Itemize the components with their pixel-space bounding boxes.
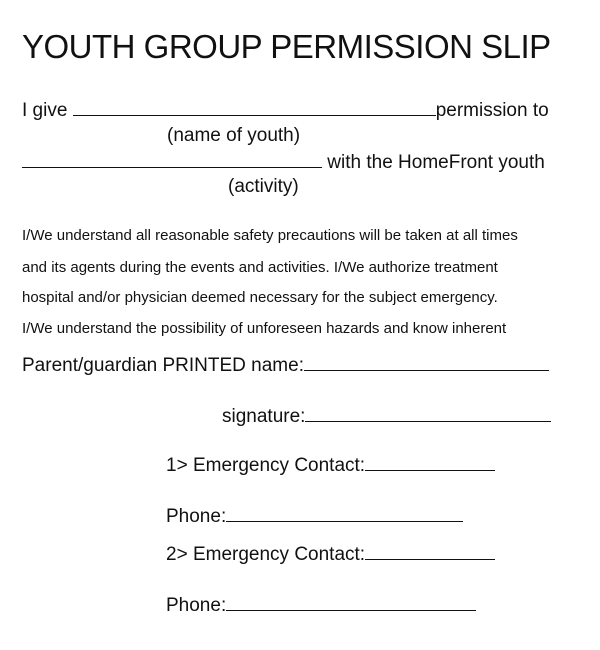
- page-title: YOUTH GROUP PERMISSION SLIP: [22, 28, 551, 65]
- name-of-youth-caption: (name of youth): [167, 125, 301, 146]
- homefront-suffix: with the HomeFront youth: [322, 152, 545, 173]
- activity-caption: (activity): [228, 176, 299, 197]
- parent-name-row: [22, 354, 549, 377]
- emergency-contact-2-blank[interactable]: [365, 543, 495, 560]
- give-prefix: I give: [22, 100, 73, 121]
- permission-suffix: permission to: [435, 100, 549, 121]
- paragraph-line: I/We understand all reasonable safety precautions will be taken at all times: [22, 227, 518, 244]
- give-permission-line: [22, 99, 549, 122]
- emergency-contact-2-row: [166, 543, 495, 566]
- emergency-contact-2-label: 2> Emergency Contact:: [166, 544, 366, 565]
- activity-line: [22, 151, 545, 174]
- emergency-contact-1-row: [166, 454, 495, 477]
- paragraph-line: hospital and/or physician deemed necessary for the subject emergency.: [22, 289, 498, 306]
- signature-label: signature:: [222, 406, 306, 427]
- parent-name-label: Parent/guardian PRINTED name:: [22, 355, 304, 376]
- phone-2-label: Phone:: [166, 595, 227, 616]
- phone-1-row: [166, 505, 463, 528]
- signature-row: [222, 405, 551, 428]
- paragraph-line: and its agents during the events and activities. I/We authorize treatment: [22, 259, 498, 276]
- emergency-contact-1-label: 1> Emergency Contact:: [166, 455, 366, 476]
- youth-name-blank[interactable]: [73, 99, 436, 116]
- signature-blank[interactable]: [305, 405, 551, 422]
- paragraph-line: I/We understand the possibility of unforeseen hazards and know inherent: [22, 320, 507, 337]
- phone-1-blank[interactable]: [226, 505, 463, 522]
- phone-2-row: [166, 594, 476, 617]
- phone-1-label: Phone:: [166, 506, 227, 527]
- emergency-contact-1-blank[interactable]: [365, 454, 495, 471]
- activity-blank[interactable]: [22, 151, 322, 168]
- phone-2-blank[interactable]: [226, 594, 476, 611]
- parent-name-blank[interactable]: [304, 354, 549, 371]
